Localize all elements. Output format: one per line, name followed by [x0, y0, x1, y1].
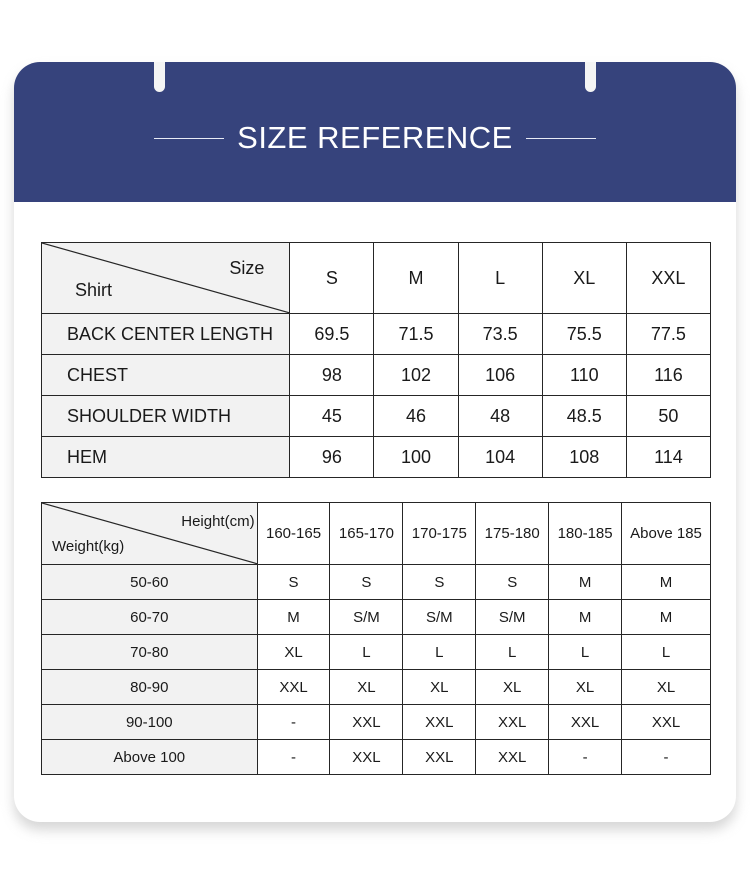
- table-cell: 73.5: [458, 314, 542, 355]
- size-header-s: S: [290, 243, 374, 314]
- row-label: 70-80: [42, 635, 258, 670]
- size-header-m: M: [374, 243, 458, 314]
- table-cell: L: [549, 635, 622, 670]
- table-cell: L: [403, 635, 476, 670]
- table-cell: 100: [374, 437, 458, 478]
- fit-table-header-row: [42, 503, 711, 565]
- row-label: BACK CENTER LENGTH: [42, 314, 290, 355]
- table-cell: S: [403, 565, 476, 600]
- table-cell: M: [549, 600, 622, 635]
- table-row: [42, 740, 711, 775]
- title-row: [0, 118, 750, 158]
- table-cell: 71.5: [374, 314, 458, 355]
- row-label: 80-90: [42, 670, 258, 705]
- table-cell: 69.5: [290, 314, 374, 355]
- title-rule-right: [526, 138, 596, 139]
- row-label: 90-100: [42, 705, 258, 740]
- size-table-header-row: [42, 243, 711, 314]
- table-row: [42, 437, 711, 478]
- table-cell: L: [476, 635, 549, 670]
- size-header-xxl: XXL: [626, 243, 710, 314]
- table-row: [42, 670, 711, 705]
- table-cell: XXL: [622, 705, 711, 740]
- table-cell: XL: [330, 670, 403, 705]
- table-cell: M: [622, 565, 711, 600]
- table-cell: 104: [458, 437, 542, 478]
- table-cell: XXL: [549, 705, 622, 740]
- height-header: Above 185: [622, 503, 711, 565]
- fit-table: [41, 502, 711, 775]
- table-cell: S/M: [476, 600, 549, 635]
- table-cell: 77.5: [626, 314, 710, 355]
- table-row: [42, 635, 711, 670]
- table-cell: -: [622, 740, 711, 775]
- row-label: SHOULDER WIDTH: [42, 396, 290, 437]
- height-header: 165-170: [330, 503, 403, 565]
- table-cell: 48: [458, 396, 542, 437]
- table-row: [42, 396, 711, 437]
- height-header: 170-175: [403, 503, 476, 565]
- table-row: [42, 314, 711, 355]
- table-cell: S: [476, 565, 549, 600]
- title-rule-left: [154, 138, 224, 139]
- table-cell: M: [622, 600, 711, 635]
- table-cell: XXL: [257, 670, 330, 705]
- table-cell: L: [330, 635, 403, 670]
- table-cell: XXL: [476, 705, 549, 740]
- corner-shirt-label: Shirt: [75, 280, 113, 300]
- table-cell: XXL: [403, 705, 476, 740]
- table-cell: -: [549, 740, 622, 775]
- size-table-corner: [42, 243, 290, 314]
- table-cell: 46: [374, 396, 458, 437]
- table-cell: 106: [458, 355, 542, 396]
- page-title: SIZE REFERENCE: [237, 120, 513, 155]
- corner-size-label: Size: [229, 258, 265, 278]
- size-header-xl: XL: [542, 243, 626, 314]
- table-row: [42, 355, 711, 396]
- table-cell: 110: [542, 355, 626, 396]
- size-header-l: L: [458, 243, 542, 314]
- table-cell: XL: [257, 635, 330, 670]
- table-cell: XL: [549, 670, 622, 705]
- table-cell: 75.5: [542, 314, 626, 355]
- row-label: HEM: [42, 437, 290, 478]
- table-row: [42, 565, 711, 600]
- table-cell: S/M: [330, 600, 403, 635]
- table-cell: -: [257, 740, 330, 775]
- table-cell: 50: [626, 396, 710, 437]
- table-cell: XL: [622, 670, 711, 705]
- row-label: CHEST: [42, 355, 290, 396]
- row-label: Above 100: [42, 740, 258, 775]
- table-cell: S: [257, 565, 330, 600]
- height-header: 180-185: [549, 503, 622, 565]
- table-cell: S: [330, 565, 403, 600]
- table-cell: -: [257, 705, 330, 740]
- table-cell: XL: [403, 670, 476, 705]
- fit-table-corner: [42, 503, 258, 565]
- table-cell: 116: [626, 355, 710, 396]
- table-cell: L: [622, 635, 711, 670]
- table-cell: M: [549, 565, 622, 600]
- size-table: [41, 242, 711, 478]
- height-header: 175-180: [476, 503, 549, 565]
- table-cell: 48.5: [542, 396, 626, 437]
- table-cell: 96: [290, 437, 374, 478]
- binder-ring-left: [154, 62, 165, 92]
- table-cell: XXL: [330, 740, 403, 775]
- corner-height-label: Height(cm): [181, 513, 255, 530]
- height-header: 160-165: [257, 503, 330, 565]
- table-row: [42, 705, 711, 740]
- table-cell: S/M: [403, 600, 476, 635]
- binder-ring-right: [585, 62, 596, 92]
- table-cell: 45: [290, 396, 374, 437]
- table-cell: 108: [542, 437, 626, 478]
- table-cell: 114: [626, 437, 710, 478]
- table-cell: XXL: [330, 705, 403, 740]
- table-cell: XL: [476, 670, 549, 705]
- table-cell: XXL: [476, 740, 549, 775]
- row-label: 60-70: [42, 600, 258, 635]
- table-cell: XXL: [403, 740, 476, 775]
- table-cell: 102: [374, 355, 458, 396]
- table-cell: M: [257, 600, 330, 635]
- table-cell: 98: [290, 355, 374, 396]
- row-label: 50-60: [42, 565, 258, 600]
- corner-weight-label: Weight(kg): [52, 538, 125, 555]
- table-row: [42, 600, 711, 635]
